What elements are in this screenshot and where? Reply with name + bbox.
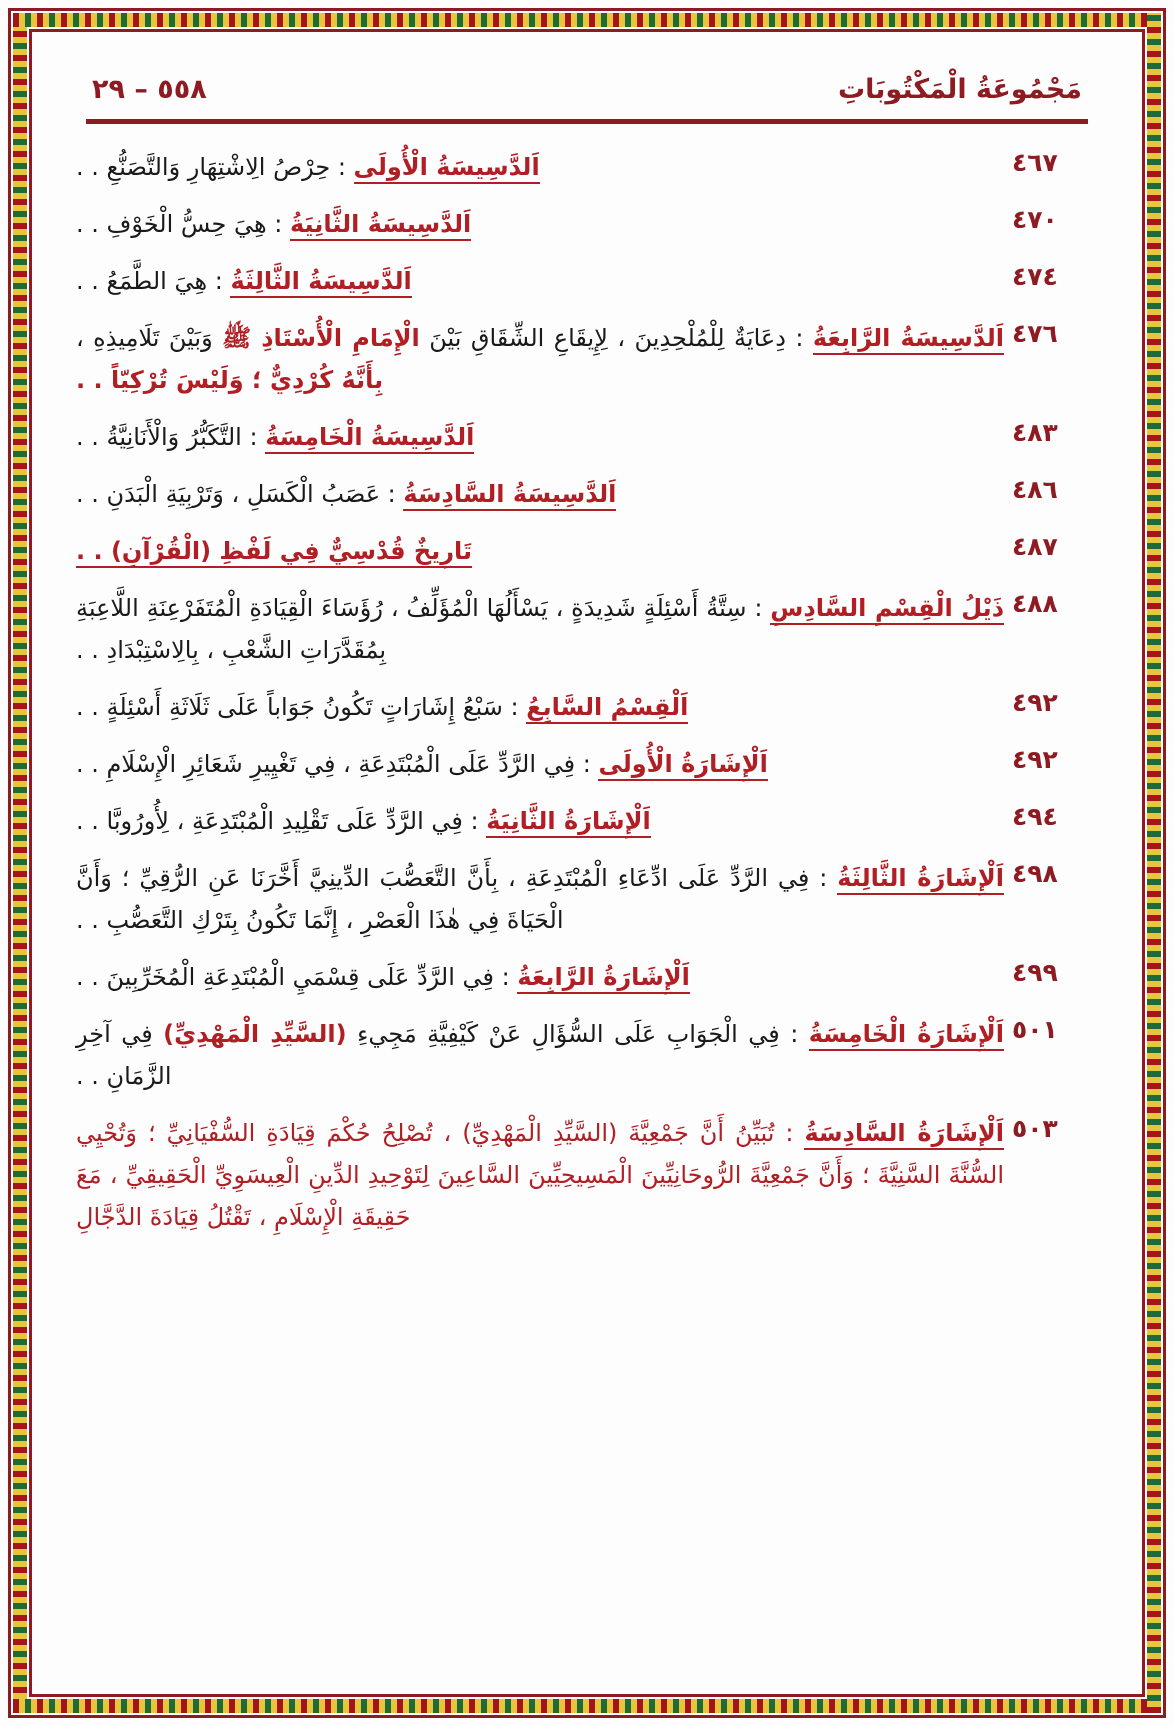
toc-row (76, 1013, 1098, 1097)
toc-page-number: ٤٧٦ (1012, 319, 1058, 348)
toc-page-number: ٤٩٤ (1012, 802, 1058, 831)
toc-row (76, 317, 1098, 401)
toc-entry-lead: اَلْإِشَارَةُ السَّادِسَةُ (804, 1119, 1004, 1150)
toc-row (76, 473, 1098, 515)
page-header (76, 74, 1098, 105)
book-title: مَجْمُوعَةُ الْمَكْتُوبَاتِ (838, 74, 1082, 105)
toc-row (76, 530, 1098, 572)
toc-row (76, 743, 1098, 785)
toc-entry-body: هِيَ الطَّمَعُ . . (76, 267, 208, 295)
toc-page-number: ٥٠٣ (1012, 1114, 1058, 1143)
toc-entry-emphasis: (السَّيِّدِ الْمَهْدِيِّ) (163, 1020, 347, 1048)
toc-entry-body: فِي الرَّدِّ عَلَى الْمُبْتَدِعَةِ ، فِي تَغْيِيرِ شَعَائِرِ الْإِسْلَامِ . . (76, 750, 576, 778)
toc-entry-text (76, 857, 1012, 941)
toc-entry-lead: اَلدَّسِيسَةُ الثَّالِثَةُ (230, 267, 411, 298)
toc-entry-body: التَّكَبُّرُ وَالْأَنَانِيَّةُ . . (76, 423, 242, 451)
toc-entry-text (76, 317, 1012, 401)
toc-entry-text (76, 1112, 1012, 1238)
toc-entry-separator: : (380, 480, 404, 508)
toc-entry-separator: : (207, 267, 231, 295)
toc-row (76, 686, 1098, 728)
toc-page-number: ٤٩٨ (1012, 859, 1058, 888)
toc-entry-text (76, 1013, 1012, 1097)
toc-entry-text (76, 530, 1012, 572)
toc-entry-body-continued: فِي آخِرِ الزَّمَانِ . . (76, 1020, 172, 1090)
toc-page-number: ٤٨٨ (1012, 589, 1058, 618)
toc-page-number: ٤٧٠ (1012, 205, 1058, 234)
toc-row (76, 416, 1098, 458)
toc-entry-body: فِي الرَّدِّ عَلَى قِسْمَيِ الْمُبْتَدِعَةِ الْمُخَرِّبِينَ . . (76, 963, 494, 991)
toc-entry-body: دِعَايَةٌ لِلْمُلْحِدِينَ ، لِإِيقَاعِ الشِّقَاقِ بَيْنَ (419, 324, 786, 352)
toc-entry-separator: : (462, 807, 487, 835)
toc-entry-lead: اَلدَّسِيسَةُ الرَّابِعَةُ (813, 324, 1004, 355)
toc-entry-separator: : (241, 423, 266, 451)
toc-entry-text (76, 416, 1012, 458)
toc-entry-lead: اَلْقِسْمُ السَّابِعُ (526, 693, 688, 724)
toc-entry-lead: اَلْإِشَارَةُ الرَّابِعَةُ (517, 963, 690, 994)
toc-row (76, 260, 1098, 302)
header-divider (86, 119, 1088, 124)
toc-row (76, 587, 1098, 671)
toc-entry-text (76, 587, 1012, 671)
toc-entry-body: فِي الرَّدِّ عَلَى ادِّعَاءِ الْمُبْتَدِعَةِ ، بِأَنَّ التَّعَصُّبَ الدِّينِيَّ أَخَّرَنَا عَنِ الرُّقِيِّ ؛ وَأَنَّ الْحَيَاةَ فِي هٰذَا الْعَصْرِ ، إِنَّمَا تَكُونُ بِتَرْكِ التَّعَصُّبِ . . (76, 864, 810, 934)
toc-page-number: ٤٧٤ (1012, 262, 1058, 291)
toc-entry-body: سَبْعُ إِشَارَاتٍ تَكُونُ جَوَاباً عَلَى ثَلَاثَةِ أَسْئِلَةٍ . . (76, 693, 503, 721)
toc-entry-separator: : (502, 693, 527, 721)
toc-entry-lead: اَلدَّسِيسَةُ الثَّانِيَةُ (290, 210, 471, 241)
toc-row (76, 956, 1098, 998)
toc-entry-text (76, 743, 1012, 785)
page-number: ٥٥٨ – ٢٩ (92, 74, 207, 105)
toc-entry-body: فِي الْجَوَابِ عَلَى السُّؤَالِ عَنْ كَيْفِيَّةِ مَجِيءِ (346, 1020, 780, 1048)
toc-entry-separator: : (575, 750, 599, 778)
toc-entry-lead: اَلدَّسِيسَةُ الْأُولَى (354, 153, 540, 184)
toc-entry-text (76, 473, 1012, 515)
toc-entry-separator: : (266, 210, 290, 238)
toc-row (76, 203, 1098, 245)
toc-entry-lead: اَلْإِشَارَةُ الْخَامِسَةُ (809, 1020, 1004, 1051)
toc-entry-text (76, 260, 1012, 302)
toc-row (76, 800, 1098, 842)
toc-entry-emphasis: الْإِمَامِ الْأُسْتَاذِ ﷺ (222, 324, 420, 352)
toc-entry-lead: تَارِيخٌ قُدْسِيٌّ فِي لَفْظِ (الْقُرْآنِ) . . (76, 537, 472, 568)
toc-entry-separator: : (330, 153, 354, 181)
toc-page-number: ٤٩٢ (1012, 745, 1058, 774)
toc-entry-separator: : (493, 963, 518, 991)
toc-entry-text (76, 146, 1012, 188)
toc-entry-text (76, 800, 1012, 842)
toc-entry-lead: اَلْإِشَارَةُ الثَّالِثَةُ (837, 864, 1004, 895)
toc-page-number: ٤٨٦ (1012, 475, 1058, 504)
toc-row (76, 146, 1098, 188)
toc-entry-body: عَصَبُ الْكَسَلِ ، وَتَرْبِيَةِ الْبَدَنِ . . (76, 480, 381, 508)
toc-page-number: ٤٩٢ (1012, 688, 1058, 717)
toc-entry-separator: : (774, 1119, 805, 1147)
toc-entry-lead: اَلْإِشَارَةُ الْأُولَى (598, 750, 767, 781)
toc-row (76, 857, 1098, 941)
toc-entry-separator: : (746, 594, 771, 622)
toc-page-number: ٤٦٧ (1012, 148, 1058, 177)
toc-page-number: ٤٨٧ (1012, 532, 1058, 561)
toc-entry-lead: اَلْإِشَارَةُ الثَّانِيَةُ (486, 807, 650, 838)
toc-row (76, 1112, 1098, 1238)
toc-entry-separator: : (809, 864, 838, 892)
table-of-contents (76, 146, 1098, 1238)
toc-entry-body-continued: وَبَيْنَ تَلَامِيذِهِ ، (76, 324, 223, 352)
toc-entry-lead: اَلدَّسِيسَةُ الْخَامِسَةُ (265, 423, 474, 454)
toc-entry-lead: ذَيْلُ الْقِسْمِ السَّادِسِ (770, 594, 1004, 625)
toc-page-number: ٤٩٩ (1012, 958, 1058, 987)
toc-entry-lead: اَلدَّسِيسَةُ السَّادِسَةُ (403, 480, 616, 511)
toc-entry-body: فِي الرَّدِّ عَلَى تَقْلِيدِ الْمُبْتَدِعَةِ ، لِأُورُوبَّا . . (76, 807, 463, 835)
page-content (46, 46, 1128, 1680)
toc-entry-body: حِرْصُ الِاشْتِهَارِ وَالتَّصَنُّعِ . . (76, 153, 331, 181)
toc-entry-body: هِيَ حِسُّ الْخَوْفِ . . (76, 210, 267, 238)
toc-entry-text (76, 203, 1012, 245)
toc-entry-separator: : (779, 1020, 809, 1048)
toc-page-number: ٥٠١ (1012, 1015, 1058, 1044)
toc-entry-body: تُبَيِّنُ أَنَّ جَمْعِيَّةَ (السَّيِّدِ الْمَهْدِيِّ) ، تُصْلِحُ حُكْمَ قِيَادَةِ السُّفْيَانِيِّ ؛ وَتُحْيِي السُّنَّةَ السَّنِيَّةَ ؛ وَأَنَّ جَمْعِيَّةَ الرُّوحَانِيِّينَ الْمَسِيحِيِّينَ السَّاعِينَ لِتَوْحِيدِ الدِّينِ الْعِيسَوِيِّ الْحَقِيقِيِّ ، مَعَ حَقِيقَةِ الْإِسْلَامِ ، تَقْتُلُ قِيَادَةَ الدَّجَّالِ (76, 1119, 1004, 1231)
toc-entry-emphasis-2: بِأَنَّهُ كُرْدِيٌّ ؛ وَلَيْسَ تُرْكِيّاً . . (76, 366, 384, 394)
toc-entry-text (76, 956, 1012, 998)
toc-page-number: ٤٨٣ (1012, 418, 1058, 447)
toc-entry-text (76, 686, 1012, 728)
toc-entry-separator: : (785, 324, 813, 352)
toc-entry-body: سِتَّةُ أَسْئِلَةٍ شَدِيدَةٍ ، يَسْأَلُهَا الْمُؤَلِّفُ ، رُؤَسَاءَ الْقِيَادَةِ الْمُتَفَرْعِنَةِ اللَّاعِبَةِ بِمُقَدَّرَاتِ الشَّعْبِ ، بِالِاسْتِبْدَادِ . . (76, 594, 747, 664)
